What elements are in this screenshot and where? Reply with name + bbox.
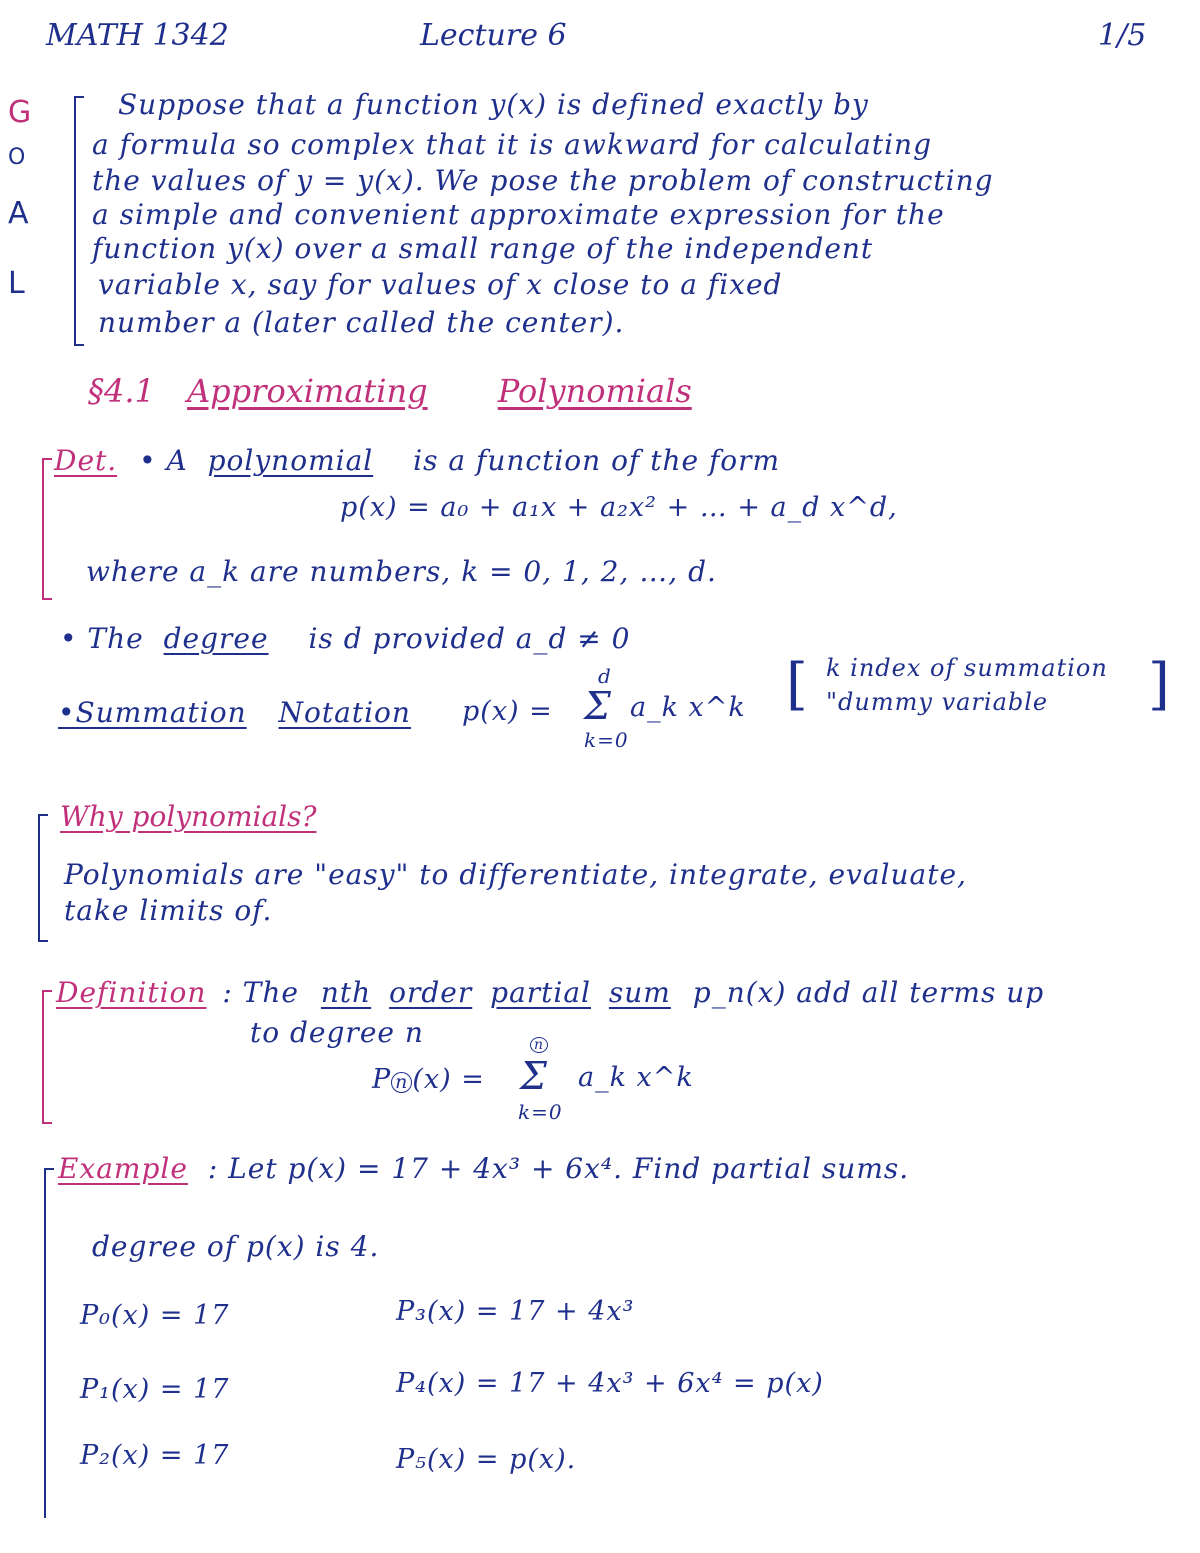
degree-line [60, 622, 630, 655]
goal-line: number a (later called the center). [98, 306, 625, 339]
polynomial-formula: p(x) = a₀ + a₁x + a₂x² + … + a_d x^d, [340, 492, 898, 523]
def-bullet: • A [139, 444, 188, 477]
section-title-polynomials: Polynomials [497, 372, 692, 410]
degree-bullet: • The [60, 622, 144, 655]
example-p3: P₃(x) = 17 + 4x³ [396, 1296, 635, 1327]
goal-letter-a: A [8, 196, 29, 231]
example-p2: P₂(x) = 17 [80, 1440, 230, 1471]
section-heading [88, 372, 692, 410]
goal-line: a formula so complex that it is awkward for calculating [92, 128, 933, 161]
example-p4: P₄(x) = 17 + 4x³ + 6x⁴ = p(x) [396, 1368, 824, 1399]
example-line [58, 1152, 909, 1185]
why-line1: Polynomials are "easy" to differentiate, integrate, evaluate, [64, 858, 967, 891]
why-heading: Why polynomials? [60, 800, 317, 833]
def-where: where a_k are numbers, k = 0, 1, 2, …, d. [86, 555, 717, 588]
goal-letter-o: O [8, 145, 26, 170]
note-line2: "dummy variable [826, 688, 1049, 716]
partial-sum-mid: (x) = [412, 1064, 485, 1095]
lecture-title: Lecture 6 [420, 18, 567, 53]
goal-letter-l: L [8, 266, 25, 301]
term-partial: partial [490, 976, 591, 1009]
partial-sum-index-circle: n [391, 1072, 412, 1093]
term-polynomial: polynomial [207, 444, 374, 477]
why-line2: take limits of. [64, 894, 273, 927]
note-close-bracket: ] [1148, 652, 1171, 717]
goal-bracket [74, 96, 84, 346]
summation-label [58, 696, 411, 729]
example-bracket [44, 1168, 54, 1518]
goal-line: a simple and convenient approximate expression for the [92, 198, 945, 231]
def-text: is a function of the form [413, 444, 781, 477]
note-line1: k index of summation [826, 654, 1108, 682]
section-number: §4.1 [88, 372, 155, 410]
term-nth: nth [320, 976, 372, 1009]
def-label: Det. [54, 444, 118, 477]
summation-lhs: p(x) = [462, 696, 553, 727]
summation-body: a_k x^k [630, 692, 746, 723]
degree-text: is d provided a_d ≠ 0 [308, 622, 631, 655]
partial-sum-lower: k=0 [518, 1100, 563, 1124]
partial-sum-p: P [372, 1064, 392, 1095]
example-p0: P₀(x) = 17 [80, 1300, 230, 1331]
term-degree: degree [163, 622, 269, 655]
definition-line1 [56, 976, 1044, 1009]
def-bracket [42, 458, 52, 600]
example-bracket-foot [44, 1516, 46, 1518]
note-open-bracket: [ [786, 652, 809, 717]
term-order: order [389, 976, 473, 1009]
example-degree: degree of p(x) is 4. [92, 1230, 380, 1263]
course-title: MATH 1342 [46, 18, 229, 53]
goal-line: variable x, say for values of x close to a fixed [98, 268, 783, 301]
summation-lower: k=0 [584, 728, 629, 752]
term-sum: sum [608, 976, 671, 1009]
section-title-approximating: Approximating [187, 372, 428, 410]
example-p1: P₁(x) = 17 [80, 1374, 230, 1405]
example-label: Example [58, 1152, 188, 1185]
def-line [54, 444, 780, 477]
example-statement: : Let p(x) = 17 + 4x³ + 6x⁴. Find partial sums. [207, 1152, 910, 1185]
partial-sigma-symbol: Σ [520, 1054, 548, 1098]
example-p5: P₅(x) = p(x). [396, 1444, 577, 1475]
goal-line: function y(x) over a small range of the independent [92, 232, 874, 265]
definition-intro: : The [222, 976, 299, 1009]
sigma-symbol: Σ [584, 684, 612, 728]
partial-sum-lhs [372, 1064, 485, 1095]
page-number: 1/5 [1098, 18, 1147, 53]
goal-letter-g: G [8, 95, 32, 130]
definition-bracket [42, 990, 52, 1124]
summation-upper: d [598, 664, 612, 688]
goal-line: Suppose that a function y(x) is defined exactly by [118, 88, 869, 121]
term-summation: •Summation [58, 696, 247, 729]
definition-rest: p_n(x) add all terms up [692, 976, 1045, 1009]
partial-sum-upper-circle: n [530, 1037, 548, 1053]
term-notation: Notation [278, 696, 411, 729]
definition-label: Definition [56, 976, 207, 1009]
goal-line: the values of y = y(x). We pose the problem of constructing [92, 164, 994, 197]
partial-sum-upper [530, 1030, 548, 1054]
partial-sum-body: a_k x^k [578, 1062, 694, 1093]
definition-line2: to degree n [250, 1016, 424, 1049]
why-bracket [38, 814, 48, 942]
